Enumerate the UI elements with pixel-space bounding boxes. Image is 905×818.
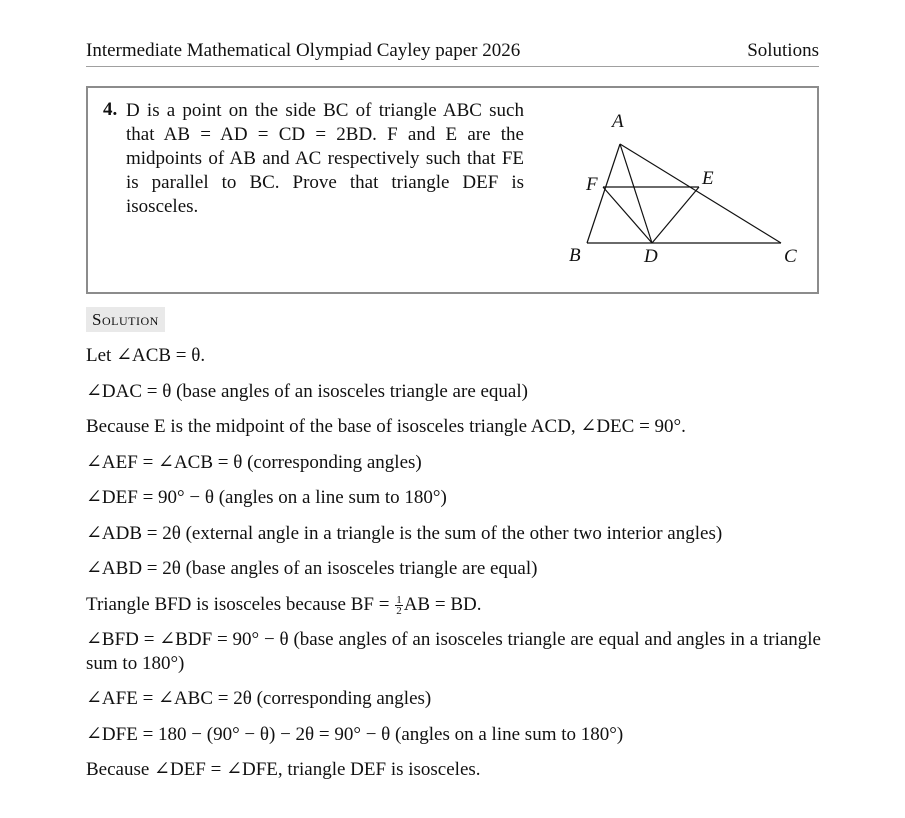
question-number: 4.	[103, 99, 118, 120]
page-header	[86, 38, 819, 67]
solution-line-4: ∠AEF = ∠ACB = θ (corresponding angles)	[86, 452, 422, 473]
solution-line-8-start: Triangle BFD is isosceles because BF =	[86, 594, 395, 615]
solution-line-5: ∠DEF = 90° − θ (angles on a line sum to 180°)	[86, 487, 447, 508]
solution-line-8-end: AB = BD.	[403, 594, 482, 615]
fraction-one-half	[395, 595, 403, 616]
triangle-figure	[564, 106, 804, 276]
segment-ED	[652, 187, 699, 243]
solution-line-8	[86, 593, 821, 617]
solution-line-12: Because ∠DEF = ∠DFE, triangle DEF is isosceles.	[86, 759, 481, 780]
label-A: A	[612, 111, 624, 132]
solution-line-1: Let ∠ACB = θ.	[86, 345, 206, 366]
solution-line-6: ∠ADB = 2θ (external angle in a triangle is the sum of the other two interior angles)	[86, 523, 723, 544]
solution-line-2: ∠DAC = θ (base angles of an isosceles triangle are equal)	[86, 381, 528, 402]
label-B: B	[569, 245, 581, 266]
segment-AD	[620, 144, 652, 243]
question-box	[86, 86, 819, 294]
solution-line-9: ∠BFD = ∠BDF = 90° − θ (base angles of an isosceles triangle are equal and angles in a triangle sum to 180°)	[86, 629, 821, 674]
solution-line-3: Because E is the midpoint of the base of isosceles triangle ACD, ∠DEC = 90°.	[86, 416, 686, 437]
fraction-denominator: 2	[396, 605, 402, 618]
question-text: D is a point on the side BC of triangle ABC such that AB = AD = CD = 2BD. F and E are the midpoints of AB and AC respectively such that FE is parallel to BC. Prove that triangle DEF is isosceles.	[126, 100, 524, 217]
solution-label: Solution	[86, 307, 165, 332]
label-D: D	[644, 246, 658, 267]
solution-line-10: ∠AFE = ∠ABC = 2θ (corresponding angles)	[86, 688, 432, 709]
label-C: C	[784, 246, 797, 267]
segment-AC	[620, 144, 781, 243]
solution-line-7: ∠ABD = 2θ (base angles of an isosceles triangle are equal)	[86, 558, 538, 579]
header-title: Intermediate Mathematical Olympiad Cayley paper 2026	[86, 40, 521, 61]
fraction-numerator: 1	[396, 594, 402, 607]
label-E: E	[702, 168, 714, 189]
header-section: Solutions	[747, 40, 819, 61]
solution-line-11: ∠DFE = 180 − (90° − θ) − 2θ = 90° − θ (angles on a line sum to 180°)	[86, 724, 624, 745]
label-F: F	[586, 174, 598, 195]
segment-FD	[603, 187, 652, 243]
